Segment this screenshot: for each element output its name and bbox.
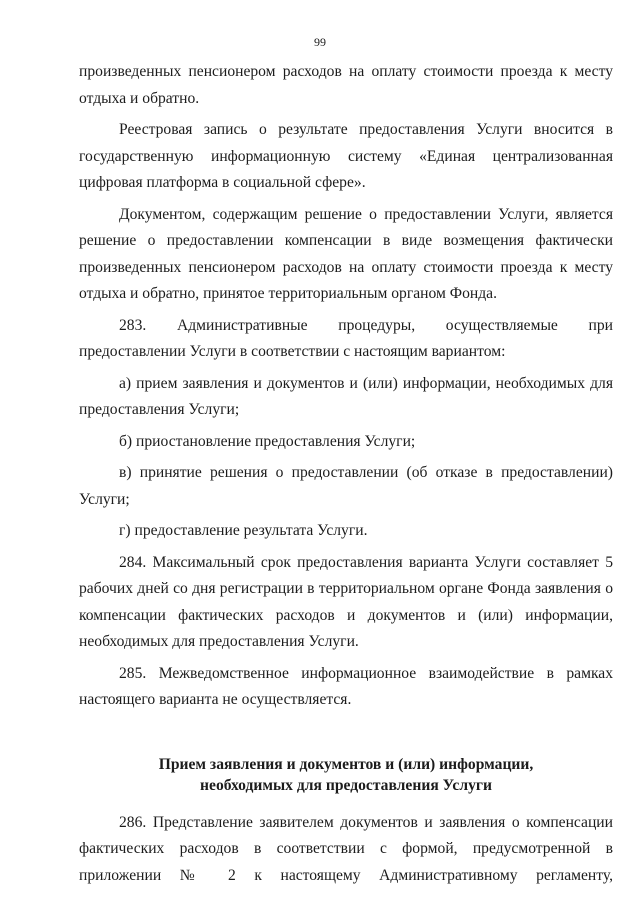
paragraph-283: 283. Административные процедуры, осуществляемые при предоставлении Услуги в соответствии с настоящим вариантом:: [79, 316, 613, 360]
page-number: 99: [314, 35, 326, 49]
paragraph-286: 286. Представление заявителем документов и заявления о компенсации фактических расходов в соответствии с формой, предусмотренной в приложении № 2 к настоящему Административному регламенту,: [79, 813, 613, 884]
document-body: [79, 59, 613, 889]
section-heading: [79, 754, 613, 796]
list-item-v: в) принятие решения о предоставлении (об отказе в предоставлении) Услуги;: [79, 464, 613, 508]
paragraph-continuation: произведенных пенсионером расходов на оплату стоимости проезда к месту отдыха и обратно.: [79, 63, 613, 107]
section-heading-line-2: необходимых для предоставления Услуги: [200, 776, 492, 794]
list-item-a: а) прием заявления и документов и (или) информации, необходимых для предоставления Услуги;: [79, 374, 613, 418]
paragraph-registry-record: Реестровая запись о результате предоставления Услуги вносится в государственную информационную систему «Единая централизованная цифровая платформа в социальной сфере».: [79, 121, 613, 191]
list-item-b: б) приостановление предоставления Услуги;: [119, 432, 416, 450]
section-heading-line-1: Прием заявления и документов и (или) информации,: [158, 755, 534, 773]
list-item-g: г) предоставление результата Услуги.: [119, 522, 368, 539]
paragraph-decision-document: Документом, содержащим решение о предоставлении Услуги, является решение о предоставлении компенсации в виде возмещения фактически произведенных пенсионером расходов на оплату стоимости проезда к месту отдыха и обратно, принятое территориальным органом Фонда.: [79, 205, 613, 302]
paragraph-284: 284. Максимальный срок предоставления варианта Услуги составляет 5 рабочих дней со дня регистрации в территориальном органе Фонда заявления о компенсации фактических расходов и документов и (или) информации, необходимых для предоставления Услуги.: [79, 553, 613, 650]
paragraph-285: 285. Межведомственное информационное взаимодействие в рамках настоящего варианта не осуществляется.: [79, 664, 613, 708]
